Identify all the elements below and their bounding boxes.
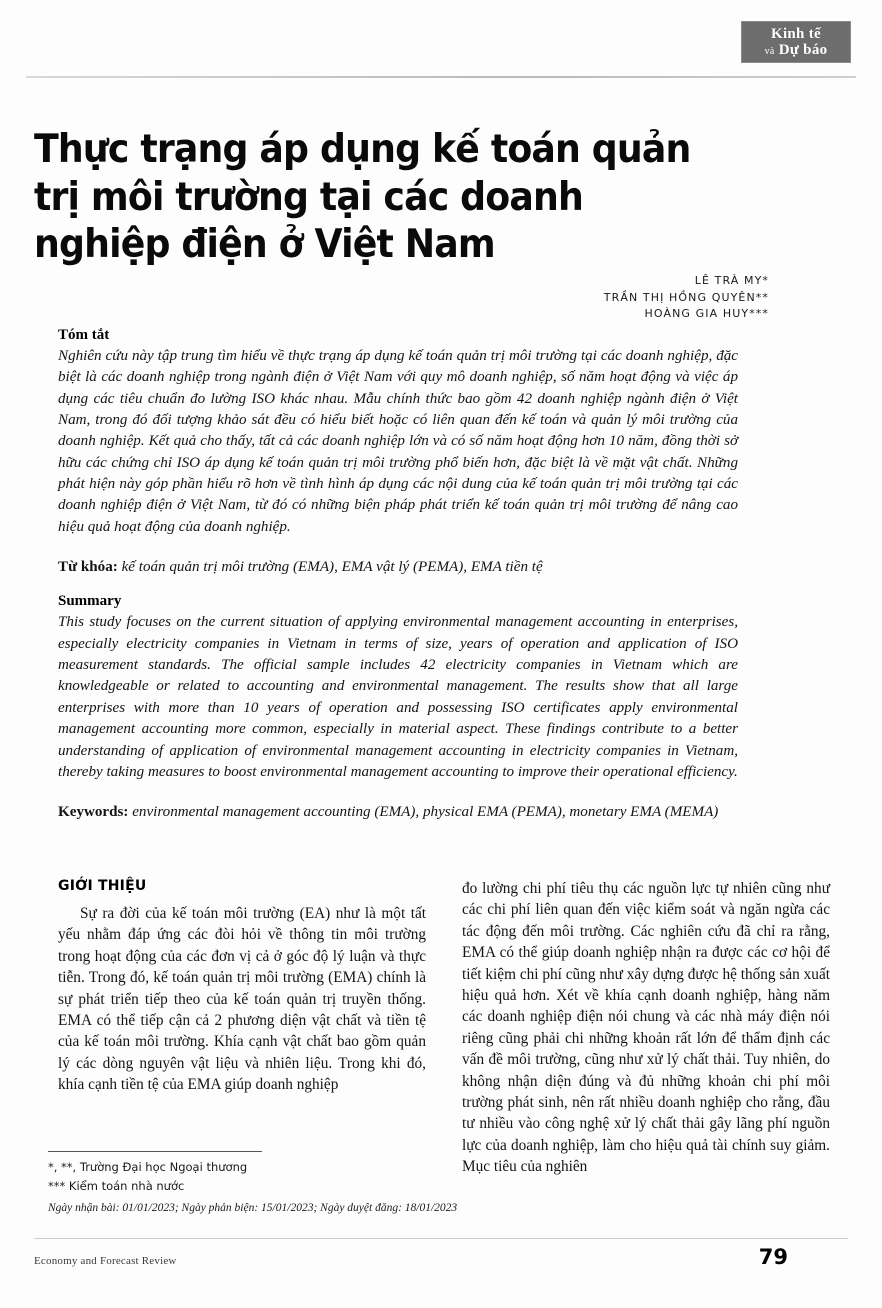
page-footer xyxy=(34,1245,848,1269)
author-1: LÊ TRÀ MY* xyxy=(694,274,769,287)
journal-logo-main: Dự báo xyxy=(778,41,828,58)
footer-divider xyxy=(34,1238,848,1239)
journal-logo-line-1: Kinh tế xyxy=(770,25,822,42)
journal-logo xyxy=(742,22,850,62)
keywords-en-value: environmental management accounting (EMA), physical EMA (PEMA), monetary EMA (MEMA) xyxy=(132,804,719,821)
footnote-block xyxy=(48,1158,608,1218)
author-2: TRẦN THỊ HỒNG QUYÊN** xyxy=(603,290,769,304)
author-3: HOÀNG GIA HUY*** xyxy=(644,307,769,321)
abstract-en-body: This study focuses on the current situation of applying environmental management accounting in enterprises, especially electricity companies in Vietnam in terms of size, years of operation and application of ISO measurement standards. The official sample includes 42 electricity companies in Vietnam which are knowledgeable or related to accounting and environmental management. The results show that all large enterprises with more than 10 years of operation and possessing ISO certificates apply environmental management accounting more common, especially in material aspect. These findings contribute to a better understanding of application of environmental management accounting in electricity companies in Vietnam, thereby taking measures to boost environmental management accounting to improve their operational efficiency. xyxy=(58,614,738,780)
keywords-en xyxy=(58,802,738,823)
journal-logo-conjunction: và xyxy=(764,45,775,57)
keywords-vi xyxy=(58,557,738,578)
body-column-right xyxy=(462,878,830,1176)
footnote-affiliation-2: *** Kiểm toán nhà nước xyxy=(48,1178,185,1193)
keywords-vi-label: Từ khóa: xyxy=(58,559,118,576)
footer-journal-name: Economy and Forecast Review xyxy=(34,1255,177,1267)
author-list xyxy=(349,273,769,323)
abstract-en-heading: Summary xyxy=(58,593,122,610)
footnote-affiliation-1: *, **, Trường Đại học Ngoại thương xyxy=(48,1160,248,1174)
section-heading-introduction: GIỚI THIỆU xyxy=(58,878,147,894)
keywords-en-label: Keywords: xyxy=(58,804,129,821)
intro-paragraph-right: đo lường chi phí tiêu thụ các nguồn lực tự nhiên cũng như các chi phí liên quan đến việc kiểm soát và ngăn ngừa các tác động đến môi trường. Các nghiên cứu đã chỉ ra rằng, EMA có thể giúp doanh nghiệp nhận ra được các cơ hội để tiết kiệm chi phí cũng như xây dựng được hệ thống sản xuất hiệu quả hơn. Xét về khía cạnh doanh nghiệp, hàng năm các doanh nghiệp điện nói chung và các nhà máy điện nói riêng cũng phải chi những khoản rất lớn để thẩm định các vấn đề môi trường, cũng như xử lý chất thải. Tuy nhiên, do không nhận diện đúng và đủ những khoản chi phí môi trường phát sinh, nên rất nhiều doanh nghiệp cho rằng, đầu tư nhiều vào công nghệ xử lý chất thải gây lãng phí nguồn lực của doanh nghiệp, làm cho hiệu quả tài chính suy giảm. Mục tiêu của nghiên xyxy=(462,880,830,1176)
page-number: 79 xyxy=(758,1245,788,1269)
abstract-vi-body: Nghiên cứu này tập trung tìm hiểu về thực trạng áp dụng kế toán quản trị môi trường tại các doanh nghiệp, đặc biệt là các doanh nghiệp trong ngành điện ở Việt Nam với quy mô doanh nghiệp, số năm hoạt động và việc áp dụng các tiêu chuẩn đo lường ISO khác nhau. Mẫu chính thức bao gồm 42 doanh nghiệp ngành điện ở Việt Nam, trong đó đối tượng khảo sát đều có hiểu biết hoặc có liên quan đến kế toán và quản lý môi trường của doanh nghiệp. Kết quả cho thấy, tất cả các doanh nghiệp lớn và có số năm hoạt động hơn 10 năm, đồng thời sở hữu các chứng chỉ ISO áp dụng kế toán quản trị môi trường phổ biến hơn, đặc biệt là về mặt vật chất. Những phát hiện này góp phần hiểu rõ hơn về tình hình áp dụng các nội dung của kế toán quản trị môi trường tại các doanh nghiệp điện ở Việt Nam, từ đó có những biện pháp phát triển kế toán quản trị môi trường để nâng cao hiệu quả hoạt động của doanh nghiệp. xyxy=(58,348,738,535)
body-column-left xyxy=(58,878,426,1128)
header-divider xyxy=(26,76,856,78)
footnote-divider xyxy=(48,1151,262,1152)
abstract-block xyxy=(58,327,738,824)
footnote-dates: Ngày nhận bài: 01/01/2023; Ngày phản biện: 15/01/2023; Ngày duyệt đăng: 18/01/2023 xyxy=(48,1202,458,1215)
keywords-vi-value: kế toán quản trị môi trường (EMA), EMA vật lý (PEMA), EMA tiền tệ xyxy=(121,559,543,576)
journal-logo-line-2 xyxy=(765,43,828,58)
abstract-vi-heading: Tóm tắt xyxy=(58,327,110,343)
intro-paragraph-left: Sự ra đời của kế toán môi trường (EA) như là một tất yếu nhằm đáp ứng các đòi hỏi về thông tin môi trường trong hoạt động của các đơn vị cả ở góc độ lý luận và thực tiễn. Trong đó, kế toán quản trị môi trường (EMA) chính là sự phát triển tiếp theo của kế toán quản trị truyền thống. EMA có thể tiếp cận cả 2 phương diện vật chất và tiền tệ của kế toán môi trường. Khía cạnh vật chất bao gồm quản lý các dòng nguyên vật liệu và nhiên liệu. Trong khi đó, khía cạnh tiền tệ của EMA giúp doanh nghiệp xyxy=(58,905,426,1094)
page-title: Thực trạng áp dụng kế toán quản trị môi trường tại các doanh nghiệp điện ở Việt Nam xyxy=(34,127,691,268)
